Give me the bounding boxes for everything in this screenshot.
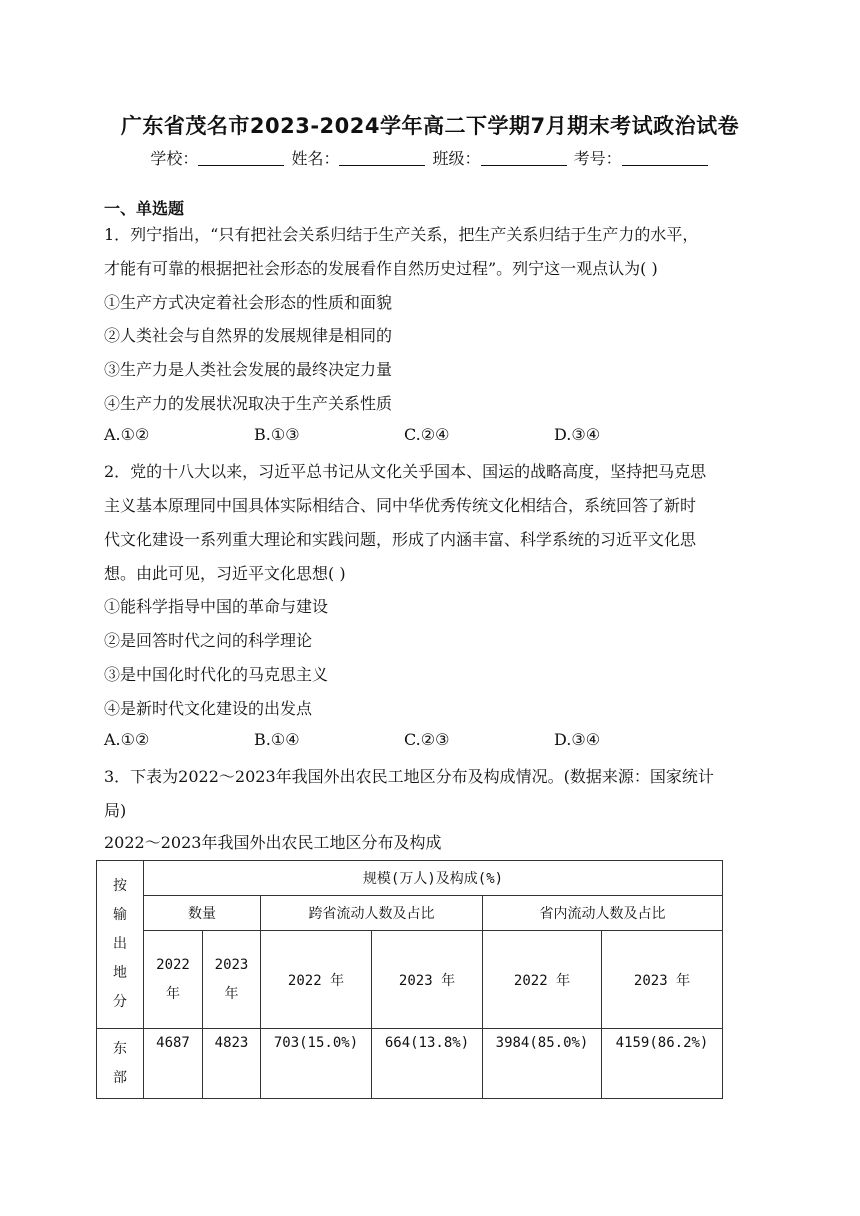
subheader-cross-province: 跨省流动人数及占比 — [261, 896, 483, 931]
year-header: 2022 年 — [261, 931, 372, 1029]
table-cell: 703(15.0%) — [261, 1029, 372, 1099]
q2-stem-line: 代文化建设一系列重大理论和实践问题，形成了内涵丰富、科学系统的习近平文化思 — [104, 530, 697, 549]
q1-item: ④生产力的发展状况取决于生产关系性质 — [104, 394, 393, 413]
q2-option-a[interactable]: A.①② — [104, 730, 150, 749]
name-blank[interactable] — [339, 149, 425, 166]
table-cell: 4687 — [144, 1029, 203, 1099]
table-cell: 4823 — [203, 1029, 261, 1099]
info-label-school: 学校： — [150, 149, 199, 168]
group-header: 规模(万人)及构成(%) — [144, 861, 723, 896]
q1-option-a[interactable]: A.①② — [104, 425, 150, 444]
page-title: 广东省茂名市2023-2024学年高二下学期7月期末考试政治试卷 — [120, 114, 740, 138]
subheader-intra-province: 省内流动人数及占比 — [483, 896, 723, 931]
q2-option-d[interactable]: D.③④ — [554, 730, 601, 749]
q1-item: ③生产力是人类社会发展的最终决定力量 — [104, 360, 393, 379]
q2-option-c[interactable]: C.②③ — [404, 730, 450, 749]
info-label-class: 班级： — [432, 149, 481, 168]
info-label-number: 考号： — [573, 149, 622, 168]
migrant-workers-table — [96, 860, 723, 1099]
school-blank[interactable] — [198, 149, 284, 166]
q2-option-b[interactable]: B.①④ — [254, 730, 300, 749]
q1-item: ②人类社会与自然界的发展规律是相同的 — [104, 326, 393, 345]
q2-item: ④是新时代文化建设的出发点 — [104, 699, 313, 718]
q1-stem-line: 1．列宁指出，“只有把社会关系归结于生产关系，把生产关系归结于生产力的水平， — [104, 225, 699, 244]
table-caption: 2022～2023年我国外出农民工地区分布及构成 — [104, 833, 442, 852]
year-header: 2023 年 — [602, 931, 723, 1029]
student-info-line — [0, 146, 860, 169]
row-header-text: 按输出地分 — [113, 878, 127, 1010]
year-header: 2023 年 — [372, 931, 483, 1029]
table-cell: 4159(86.2%) — [602, 1029, 723, 1099]
table-row — [97, 1029, 723, 1099]
class-blank[interactable] — [481, 149, 567, 166]
q1-option-d[interactable]: D.③④ — [554, 425, 601, 444]
table-cell: 664(13.8%) — [372, 1029, 483, 1099]
q1-stem-line: 才能有可靠的根据把社会形态的发展看作自然历史过程”。列宁这一观点认为( ) — [104, 259, 658, 278]
q2-item: ②是回答时代之问的科学理论 — [104, 631, 313, 650]
info-label-name: 姓名： — [291, 149, 340, 168]
q3-stem-line: 3．下表为2022～2023年我国外出农民工地区分布及构成情况。(数据来源：国家统计 — [104, 767, 714, 786]
q3-stem-line: 局) — [104, 801, 127, 820]
year-header-2022: 2022年 — [144, 931, 203, 1029]
year-header-2023: 2023年 — [203, 931, 261, 1029]
row-label-cell — [97, 1029, 144, 1099]
q2-stem-line: 2．党的十八大以来，习近平总书记从文化关乎国本、国运的战略高度，坚持把马克思 — [104, 462, 707, 481]
number-blank[interactable] — [622, 149, 708, 166]
q1-option-b[interactable]: B.①③ — [254, 425, 300, 444]
year-header: 2022 年 — [483, 931, 602, 1029]
row-header-cell — [97, 861, 144, 1029]
q2-item: ③是中国化时代化的马克思主义 — [104, 665, 329, 684]
section-heading: 一、单选题 — [104, 199, 185, 218]
q1-option-c[interactable]: C.②④ — [404, 425, 450, 444]
q2-stem-line: 想。由此可见，习近平文化思想( ) — [104, 564, 346, 583]
subheader-quantity: 数量 — [144, 896, 261, 931]
q2-item: ①能科学指导中国的革命与建设 — [104, 597, 329, 616]
table-cell: 3984(85.0%) — [483, 1029, 602, 1099]
q1-item: ①生产方式决定着社会形态的性质和面貌 — [104, 293, 393, 312]
row-label: 东部 — [113, 1040, 127, 1086]
q2-stem-line: 主义基本原理同中国具体实际相结合、同中华优秀传统文化相结合，系统回答了新时 — [104, 496, 697, 515]
